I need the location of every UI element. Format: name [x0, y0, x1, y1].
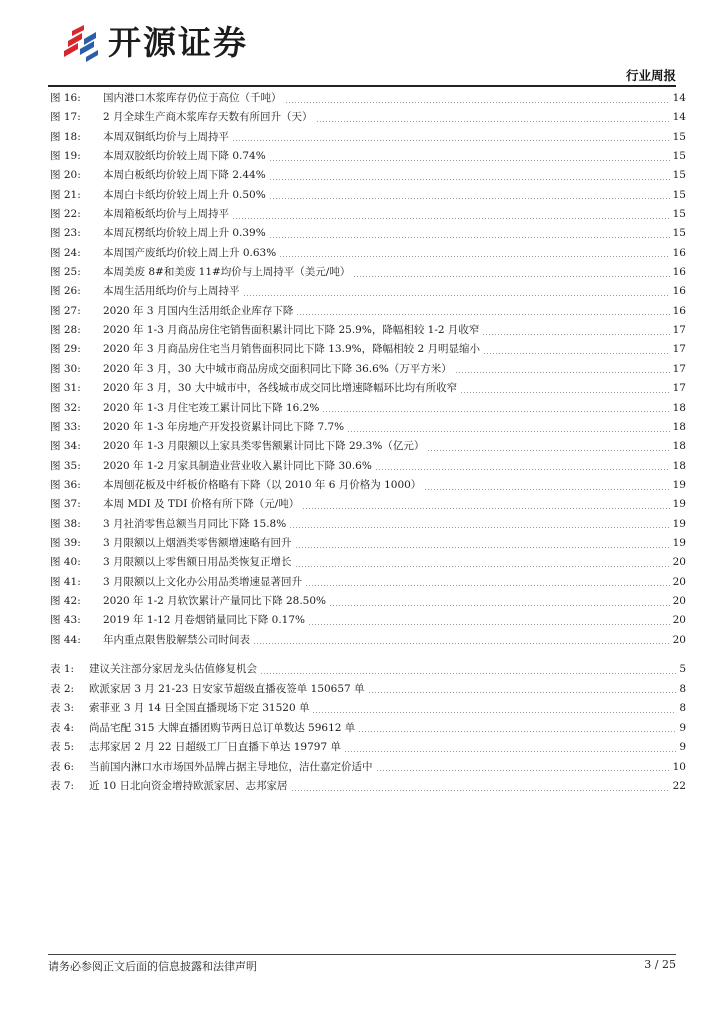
figure-index-entry[interactable] — [48, 399, 686, 418]
entry-title: 本周 MDI 及 TDI 价格有所下降（元/吨） — [103, 498, 300, 511]
entry-title: 2020 年 1-3 月商品房住宅销售面积累计同比下降 25.9%，降幅相较 1-2 月收窄 — [103, 324, 480, 337]
entry-page: 16 — [672, 304, 686, 317]
entry-title: 2020 年 1-3 年房地产开发投资累计同比下降 7.7% — [103, 420, 345, 433]
figure-index-entry[interactable] — [48, 244, 686, 263]
entry-number: 图 24: — [50, 246, 81, 259]
entry-page: 19 — [672, 478, 686, 491]
entry-page: 14 — [672, 111, 686, 124]
figure-index-entry[interactable] — [48, 495, 686, 514]
leader-dots — [308, 624, 670, 625]
figure-index-entry[interactable] — [48, 224, 686, 243]
entry-number: 图 36: — [50, 478, 81, 491]
figure-index-entry[interactable] — [48, 553, 686, 572]
figure-index-entry[interactable] — [48, 592, 686, 611]
entry-number: 表 7: — [50, 780, 75, 792]
entry-number: 表 6: — [50, 760, 75, 773]
entry-page: 19 — [672, 517, 686, 530]
entry-page: 16 — [672, 285, 686, 298]
leader-dots — [305, 585, 670, 586]
figure-index-entry[interactable] — [48, 437, 686, 456]
entry-title: 本周箱板纸均价与上周持平 — [103, 208, 229, 221]
entry-page: 17 — [672, 324, 686, 337]
entry-page: 15 — [672, 188, 686, 201]
entry-page: 8 — [679, 682, 686, 695]
leader-dots — [296, 314, 669, 315]
entry-number: 表 5: — [50, 741, 75, 753]
entry-number: 图 20: — [50, 169, 81, 182]
entry-number: 图 35: — [50, 459, 81, 472]
entry-number: 图 43: — [50, 614, 81, 627]
table-index-list — [48, 660, 686, 797]
leader-dots — [483, 353, 670, 354]
figure-index-entry[interactable] — [48, 108, 686, 127]
entry-number: 图 30: — [50, 362, 81, 375]
entry-number: 图 26: — [50, 285, 81, 298]
figure-index-entry[interactable] — [48, 302, 686, 321]
table-index-entry[interactable] — [48, 738, 686, 758]
table-index-entry[interactable] — [48, 660, 686, 680]
figure-index-entry[interactable] — [48, 534, 686, 553]
entry-page: 9 — [679, 741, 686, 753]
entry-title: 索菲亚 3 月 14 日全国直播现场下定 31520 单 — [89, 702, 310, 714]
entry-number: 表 2: — [50, 682, 75, 695]
leader-dots — [279, 256, 669, 257]
entry-title: 本周白卡纸均价较上周上升 0.50% — [103, 188, 266, 201]
entry-title: 本周刨花板及中纤板价格略有下降（以 2010 年 6 月价格为 1000） — [103, 478, 422, 491]
entry-page: 8 — [679, 702, 686, 714]
entry-number: 图 27: — [50, 304, 81, 317]
entry-number: 表 3: — [50, 702, 75, 714]
leader-dots — [269, 179, 670, 180]
table-index-entry[interactable] — [48, 777, 686, 797]
entry-page: 15 — [672, 130, 686, 143]
leader-dots — [353, 276, 669, 277]
entry-title: 建议关注部分家居龙头估值修复机会 — [89, 663, 257, 675]
leader-dots — [232, 140, 670, 141]
figure-index-entry[interactable] — [48, 360, 686, 379]
leader-dots — [285, 102, 670, 103]
entry-number: 图 25: — [50, 266, 81, 279]
entry-title: 2020 年 3 月，30 大中城市商品房成交面积同比下降 36.6%（万平方米） — [103, 362, 452, 375]
leader-dots — [289, 527, 669, 528]
figure-index-entry[interactable] — [48, 282, 686, 301]
entry-number: 图 18: — [50, 130, 81, 143]
leader-dots — [368, 692, 677, 693]
leader-dots — [316, 121, 670, 122]
entry-page: 20 — [672, 614, 686, 627]
leader-dots — [291, 790, 670, 791]
entry-page: 20 — [672, 575, 686, 588]
entry-title: 3 月限额以上零售额日用品类恢复正增长 — [103, 556, 292, 569]
entry-title: 本周双胶纸均价较上周下降 0.74% — [103, 150, 266, 163]
entry-number: 图 39: — [50, 536, 81, 549]
leader-dots — [427, 450, 669, 451]
figure-index-entry[interactable] — [48, 515, 686, 534]
entry-title: 2020 年 1-2 月家具制造业营业收入累计同比下降 30.6% — [103, 459, 372, 472]
figure-index-entry[interactable] — [48, 166, 686, 185]
entry-number: 图 34: — [50, 440, 81, 453]
figure-index-entry[interactable] — [48, 631, 686, 650]
figure-index-entry[interactable] — [48, 321, 686, 340]
entry-title: 本周白板纸均价较上周下降 2.44% — [103, 169, 266, 182]
leader-dots — [358, 731, 676, 732]
leader-dots — [322, 411, 669, 412]
leader-dots — [455, 372, 670, 373]
footer-disclaimer: 请务必参阅正文后面的信息披露和法律声明 — [48, 960, 257, 973]
entry-title: 2020 年 1-2 月软饮累计产量同比下降 28.50% — [103, 594, 327, 607]
entry-number: 表 1: — [50, 663, 75, 675]
entry-page: 15 — [672, 169, 686, 182]
entry-title: 本周瓦楞纸均价较上周上升 0.39% — [103, 227, 266, 240]
figure-index-entry[interactable] — [48, 476, 686, 495]
table-index-entry[interactable] — [48, 699, 686, 719]
entry-page: 19 — [672, 498, 686, 511]
entry-title: 2020 年 3 月，30 大中城市中，各线城市成交同比增速降幅环比均有所收窄 — [103, 382, 458, 395]
entry-page: 16 — [672, 266, 686, 279]
entry-page: 22 — [672, 780, 686, 792]
entry-title: 2020 年 3 月商品房住宅当月销售面积同比下降 13.9%，降幅相较 2 月明显缩小 — [103, 343, 480, 356]
entry-page: 20 — [672, 556, 686, 569]
entry-title: 本周生活用纸均价与上周持平 — [103, 285, 240, 298]
table-index-entry[interactable] — [48, 758, 686, 778]
page-header — [0, 0, 724, 92]
leader-dots — [482, 334, 669, 335]
entry-title: 欧派家居 3 月 21-23 日安家节超级直播夜签单 150657 单 — [89, 682, 365, 695]
figure-index-entry[interactable] — [48, 89, 686, 108]
footer-rule — [48, 954, 676, 955]
report-type-label: 行业周报 — [625, 68, 676, 83]
figure-index-entry[interactable] — [48, 186, 686, 205]
entry-number: 表 4: — [50, 721, 75, 734]
entry-page: 15 — [672, 208, 686, 221]
entry-title: 志邦家居 2 月 22 日超级工厂日直播下单达 19797 单 — [89, 741, 341, 753]
entry-page: 17 — [672, 362, 686, 375]
entry-number: 图 21: — [50, 188, 81, 201]
leader-dots — [376, 770, 670, 771]
leader-dots — [269, 237, 670, 238]
entry-title: 尚品宅配 315 大牌直播团购节两日总订单数达 59612 单 — [89, 721, 356, 734]
entry-title: 3 月限额以上烟酒类零售额增速略有回升 — [103, 536, 292, 549]
entry-page: 19 — [672, 536, 686, 549]
leader-dots — [424, 489, 669, 490]
footer-page-number: 3 / 25 — [644, 958, 676, 971]
leader-dots — [344, 751, 676, 752]
entry-title: 国内港口木浆库存仍位于高位（千吨） — [103, 92, 282, 104]
leader-dots — [253, 643, 670, 644]
entry-title: 本周双铜纸均价与上周持平 — [103, 130, 229, 143]
entry-page: 10 — [672, 760, 686, 773]
figure-index-entry[interactable] — [48, 340, 686, 359]
entry-title: 2019 年 1-12 月卷烟销量同比下降 0.17% — [103, 614, 306, 627]
entry-number: 图 23: — [50, 227, 81, 240]
leader-dots — [269, 198, 670, 199]
entry-number: 图 44: — [50, 633, 81, 646]
leader-dots — [347, 431, 669, 432]
entry-number: 图 29: — [50, 343, 81, 356]
figure-index-list — [48, 89, 686, 650]
entry-number: 图 19: — [50, 150, 81, 163]
figure-index-entry[interactable] — [48, 263, 686, 282]
entry-page: 17 — [672, 343, 686, 356]
entry-title: 2020 年 3 月国内生活用纸企业库存下降 — [103, 304, 294, 317]
entry-number: 图 38: — [50, 517, 81, 530]
figure-index-entry[interactable] — [48, 457, 686, 476]
leader-dots — [302, 508, 669, 509]
leader-dots — [295, 547, 670, 548]
entry-number: 图 37: — [50, 498, 81, 511]
logo-text: 开源证券 — [108, 23, 248, 62]
entry-page: 16 — [672, 246, 686, 259]
entry-page: 9 — [679, 721, 686, 734]
entry-number: 图 17: — [50, 111, 81, 124]
entry-title: 本周国产废纸均价较上周上升 0.63% — [103, 246, 277, 259]
leader-dots — [269, 160, 670, 161]
entry-number: 图 33: — [50, 420, 81, 433]
entry-title: 年内重点限售股解禁公司时间表 — [103, 633, 250, 646]
entry-number: 图 16: — [50, 92, 81, 104]
leader-dots — [375, 469, 670, 470]
leader-dots — [260, 673, 676, 674]
entry-number: 图 42: — [50, 594, 81, 607]
leader-dots — [329, 605, 670, 606]
logo-mark-icon — [58, 21, 102, 65]
figure-index-entry[interactable] — [48, 147, 686, 166]
entry-page: 14 — [672, 92, 686, 104]
leader-dots — [295, 566, 670, 567]
entry-title: 3 月社消零售总额当月同比下降 15.8% — [103, 517, 287, 530]
entry-page: 18 — [672, 440, 686, 453]
figure-index-entry[interactable] — [48, 573, 686, 592]
entry-page: 20 — [672, 594, 686, 607]
entry-page: 20 — [672, 633, 686, 646]
entry-number: 图 41: — [50, 575, 81, 588]
entry-title: 当前国内淋口水市场国外品牌占据主导地位，洁仕嘉定价适中 — [89, 760, 373, 773]
company-logo — [58, 20, 308, 66]
figure-index-entry[interactable] — [48, 205, 686, 224]
entry-page: 18 — [672, 459, 686, 472]
entry-title: 2020 年 1-3 月限额以上家具类零售额累计同比下降 29.3%（亿元） — [103, 440, 425, 453]
entry-page: 15 — [672, 150, 686, 163]
entry-page: 5 — [679, 663, 686, 675]
leader-dots — [312, 712, 676, 713]
table-index-entry[interactable] — [48, 680, 686, 700]
entry-number: 图 31: — [50, 382, 81, 395]
leader-dots — [243, 295, 670, 296]
entry-title: 2020 年 1-3 月住宅竣工累计同比下降 16.2% — [103, 401, 320, 414]
entry-page: 18 — [672, 420, 686, 433]
entry-page: 18 — [672, 401, 686, 414]
figure-index-entry[interactable] — [48, 611, 686, 630]
figure-index-entry[interactable] — [48, 128, 686, 147]
entry-page: 15 — [672, 227, 686, 240]
entry-title: 本周美废 8#和美废 11#均价与上周持平（美元/吨） — [103, 266, 351, 279]
leader-dots — [460, 392, 670, 393]
entry-title: 3 月限额以上文化办公用品类增速显著回升 — [103, 575, 303, 588]
figure-index-entry[interactable] — [48, 379, 686, 398]
table-index-entry[interactable] — [48, 719, 686, 739]
entry-number: 图 28: — [50, 324, 81, 337]
entry-title: 2 月全球生产商木浆库存天数有所回升（天） — [103, 111, 313, 124]
entry-page: 17 — [672, 382, 686, 395]
entry-number: 图 40: — [50, 556, 81, 569]
entry-number: 图 22: — [50, 208, 81, 221]
header-rule — [48, 85, 676, 87]
figure-index-entry[interactable] — [48, 418, 686, 437]
leader-dots — [232, 218, 670, 219]
entry-number: 图 32: — [50, 401, 81, 414]
entry-title: 近 10 日北向资金增持欧派家居、志邦家居 — [89, 780, 288, 792]
